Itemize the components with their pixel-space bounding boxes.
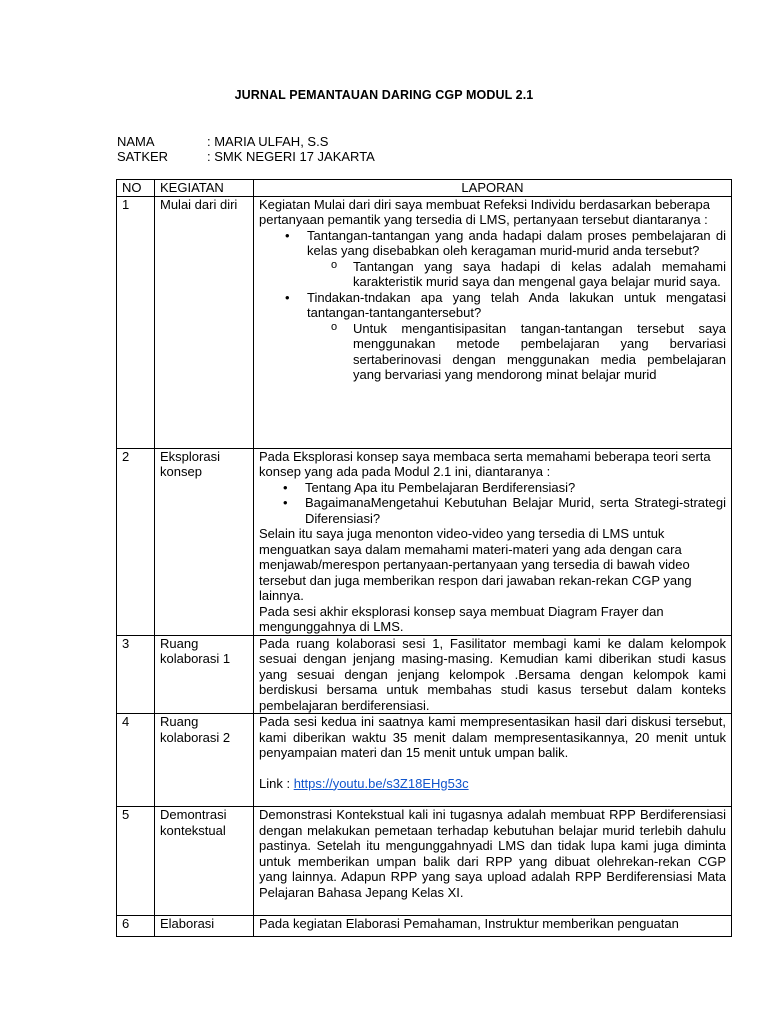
nama-label: NAMA <box>117 134 155 149</box>
report-intro: Kegiatan Mulai dari diri saya membuat Refeksi Individu berdasarkan beberapa pertanyaan pemantik yang tersedia di LMS, pertanyaan tersebut diantaranya : <box>259 196 710 227</box>
row-activity: Eksplorasi konsep <box>155 448 254 635</box>
table-header-row <box>117 180 732 197</box>
row-activity: Ruang kolaborasi 2 <box>155 714 254 807</box>
row-activity: Mulai dari diri <box>155 196 254 448</box>
row-report <box>254 448 732 635</box>
link-label: Link : <box>259 775 294 791</box>
row-activity: Elaborasi <box>155 916 254 937</box>
question-text: Tantangan-tantangan yang anda hadapi dalam proses pembelajaran di kelas yang disebabkan oleh keragaman murid-murid anda tersebut? <box>307 227 726 258</box>
row-report <box>254 714 732 807</box>
row-report: Demonstrasi Kontekstual kali ini tugasnya adalah membuat RPP Berdiferensiasi dengan melakukan pemetaan terhadap kebutuhan belajar murid terlebih dahulu pastinya. Setelah itu mengunggahnyadi LMS dan tidak lupa kami juga diminta untuk memberikan umpan balik dari RPP yang dibuat olehrekan-rekan CGP yang lainnya. Adapun RPP yang saya upload adalah RPP Berdiferensiasi Mata Pelajaran Bahasa Jepang Kelas XI. <box>254 807 732 916</box>
list-item <box>307 290 726 383</box>
bullet-list <box>259 228 726 383</box>
row-number: 6 <box>117 916 155 937</box>
table-row <box>117 807 732 916</box>
row-number: 1 <box>117 196 155 448</box>
table-row <box>117 196 732 448</box>
table-row <box>117 714 732 807</box>
header-kegiatan: KEGIATAN <box>155 180 254 197</box>
report-paragraph: Pada sesi akhir eksplorasi konsep saya membuat Diagram Frayer dan mengunggahnya di LMS. <box>259 603 664 634</box>
table-row <box>117 448 732 635</box>
list-item: o Untuk mengantisipasitan tangan-tantangan tersebut saya menggunakan metode pembelajaran yang bervariasi sertaberinovasi dengan menggunakan media pembelajaran yang bervariasi yang mendorong minat belajar murid <box>353 321 726 383</box>
report-intro: Pada Eksplorasi konsep saya membaca serta memahami beberapa teori serta konsep yang ada pada Modul 2.1 ini, diantaranya : <box>259 448 711 479</box>
satker-line <box>117 149 375 164</box>
row-number: 3 <box>117 635 155 714</box>
document-title: JURNAL PEMANTAUAN DARING CGP MODUL 2.1 <box>234 88 534 102</box>
row-number: 4 <box>117 714 155 807</box>
satker-value: : SMK NEGERI 17 JAKARTA <box>207 149 375 164</box>
report-paragraph: Selain itu saya juga menonton video-video yang tersedia di LMS untuk menguatkan saya dalam memahami materi-materi yang ada dengan cara menjawab/merespon pertanyaan-pertanyaan yang tersedia di bawah video tersebut dan juga memberikan respon dari jawaban rekan-rekan CGP yang lainnya. <box>259 526 692 603</box>
row-report: Pada kegiatan Elaborasi Pemahaman, Instruktur memberikan penguatan <box>254 916 732 937</box>
bullet-list <box>259 480 726 527</box>
row-report <box>254 196 732 448</box>
sub-list <box>307 259 726 290</box>
row-report: Pada ruang kolaborasi sesi 1, Fasilitator membagi kami ke dalam kelompok sesuai dengan jenjang masing-masing. Kemudian kami diberikan studi kasus yang sesuai dengan jenjang kelompok .Bersama dengan kelompok kami berdiskusi bersama untuk membahas studi kasus tersebut dalam konteks pembelajaran berdiferensiasi. <box>254 635 732 714</box>
header-no: NO <box>117 180 155 197</box>
row-number: 5 <box>117 807 155 916</box>
question-text: Tindakan-tndakan apa yang telah Anda lakukan untuk mengatasi tantangan-tantangantersebut? <box>307 289 726 320</box>
report-paragraph: Pada sesi kedua ini saatnya kami mempresentasikan hasil dari diskusi tersebut, kami diberikan waktu 35 menit dalam mempresentasikannya, 20 menit untuk penyampaian materi dan 15 menit untuk umpan balik. <box>259 714 726 760</box>
table-row <box>117 916 732 937</box>
header-laporan: LAPORAN <box>254 180 732 197</box>
list-item: • Tentang Apa itu Pembelajaran Berdiferensiasi? <box>305 480 726 496</box>
satker-label: SATKER <box>117 149 169 164</box>
nama-value: : MARIA ULFAH, S.S <box>207 134 329 149</box>
row-number: 2 <box>117 448 155 635</box>
row-activity: Ruang kolaborasi 1 <box>155 635 254 714</box>
list-item <box>307 228 726 290</box>
journal-table <box>116 179 732 937</box>
link-line <box>259 776 726 792</box>
list-item: • BagaimanaMengetahui Kebutuhan Belajar Murid, serta Strategi-strategi Diferensiasi? <box>305 495 726 526</box>
row-activity: Demontrasi kontekstual <box>155 807 254 916</box>
nama-line <box>117 134 328 149</box>
youtube-link[interactable]: https://youtu.be/s3Z18EHg53c <box>293 775 469 791</box>
list-item: o Tantangan yang saya hadapi di kelas adalah memahami karakteristik murid saya dan mengenal gaya belajar murid saya. <box>353 259 726 290</box>
sub-list <box>307 321 726 383</box>
table-row <box>117 635 732 714</box>
